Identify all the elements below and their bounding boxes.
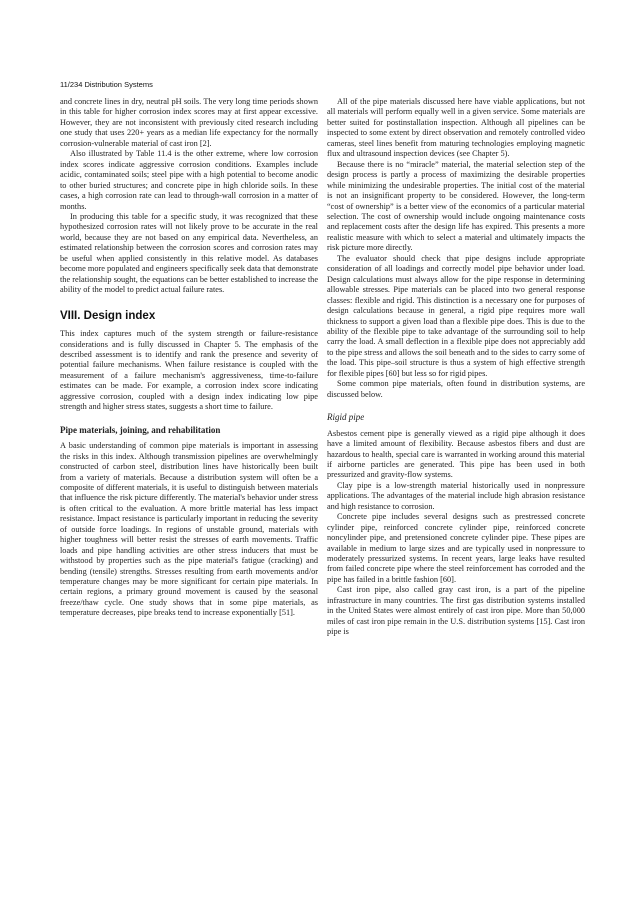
paragraph: The evaluator should check that pipe designs include appropriate consideration of all loadings and correctly model pipe behavior under load. Design calculations must always allow for the pipe response in determining allowable stresses. Pipe materials can be placed into two general response classes: flexible and rigid. This distinction is a necessary one for purposes of design calculations because in general, a rigid pipe requires more wall thickness to support a given load than a flexible pipe does. This is due to the ability of the flexible pipe to take advantage of the surrounding soil to help carry the load. A small deflection in a flexible pipe does not appreciably add to the pipe stress and allows the soil beneath and to the sides to carry some of the load. This pipe–soil structure is thus a system of high effective strength for flexible pipes [60] but less so for rigid pipes. [327, 253, 585, 378]
paragraph: This index captures much of the system strength or failure-resistance considerations and is fully discussed in Chapter 5. The emphasis of the described assessment is to identify and rank the presence and severity of potential failure mechanisms. When failure resistance is coupled with the measurement of a failure mechanism's aggressiveness, time-to-failure estimates can be made. For example, a corrosion index score indicating aggressive corrosion, coupled with a design index indicating low pipe strength and higher stress states, suggests a short time to failure. [60, 329, 318, 412]
paragraph: Because there is no “miracle” material, the material selection step of the design process is partly a process of maximizing the desirable properties while minimizing the undesirable properties. The initial cost of the material is not an insignificant property to be considered. However, the long-term “cost of ownership” is a better view of the economics of a particular material selection. The cost of ownership would include ongoing maintenance costs and replacement costs after the design life has expired. This presents a more realistic measure with which to select a material and ultimately impacts the risk picture more directly. [327, 159, 585, 253]
paragraph: Asbestos cement pipe is generally viewed as a rigid pipe although it does have a limited amount of flexibility. Because asbestos fibers and dust are hazardous to health, special care is warranted in working around this material if airborne particles are generated. This pipe has been used in both pressurized and gravity-flow systems. [327, 428, 585, 480]
paragraph: and concrete lines in dry, neutral pH soils. The very long time periods shown in this table for higher corrosion index scores may at first appear excessive. However, they are not inconsistent with previously cited research including one study that uses 220+ years as a median life expectancy for the normally corrosion-vulnerable material of cast iron [2]. [60, 97, 318, 148]
subsection-heading: Pipe materials, joining, and rehabilitation [60, 424, 221, 435]
paragraph: All of the pipe materials discussed here have viable applications, but not all materials will perform equally well in a given service. Some materials are better suited for postinstallation inspection. Although all pipelines can be inspected to some extent by direct observation and remotely controlled video cameras, steel lines benefit from maturing technologies employing magnetic flux and ultrasound inspection devices (see Chapter 5). [327, 97, 585, 159]
right-column [327, 97, 585, 638]
paragraph: Also illustrated by Table 11.4 is the other extreme, where low corrosion index scores indicate aggressive corrosion conditions. Examples include acidic, contaminated soils; steel pipe with a high potential to become anodic to other buried structures; and concrete pipe in high chloride soils. In these cases, a high corrosion rate can lead to through-wall corrosion in a matter of months. [60, 149, 318, 211]
subsection-heading: Rigid pipe [327, 412, 365, 423]
paragraph: Clay pipe is a low-strength material historically used in nonpressure applications. The advantages of the material include high abrasion resistance and high resistance to corrosion. [327, 480, 585, 511]
paragraph: Cast iron pipe, also called gray cast iron, is a part of the pipeline infrastructure in many countries. The first gas distribution systems installed in the United States were almost entirely of cast iron pipe. More than 50,000 miles of cast iron pipe remain in the U.S. distribution systems [15]. Cast iron pipe is [327, 585, 585, 637]
left-column [60, 97, 318, 619]
paragraph: In producing this table for a specific study, it was recognized that these hypothesized corrosion rates will not likely prove to be accurate in the real world, because they are not based on any empirical data. Nevertheless, an estimated relationship between the corrosion scores and corrosion rates may be useful when applied consistently in this relative model. As databases become more populated and engineers specifically seek data that demonstrate the relationship sought, the equations can be better established to increase the ability of the model to predict actual failure rates. [60, 211, 318, 295]
paragraph: Some common pipe materials, often found in distribution systems, are discussed below. [327, 379, 585, 399]
paragraph: A basic understanding of common pipe materials is important in assessing the risks in this index. Although transmission pipelines are overwhelmingly constructed of carbon steel, distribution lines have historically been built from a variety of materials. Because a distribution system will often be a composite of different materials, it is useful to distinguish between materials that influence the risk picture differently. The material's behavior under stress is often critical to the evaluation. A more brittle material has less impact resistance. Impact resistance is particularly important in reducing the severity of outside force loadings. In regions of unstable ground, materials with higher toughness will better resist the stresses of earth movements. Traffic loads and pipe handling activities are other stress inducers that must be withstood by properties such as the pipe material's fatigue (cracking) and bending (tensile) strengths. Stresses resulting from earth movements and/or temperature changes may be more significant for certain pipe materials. In certain regions, a primary ground movement is caused by the seasonal freeze/thaw cycle. One study shows that in some pipe materials, as temperature decreases, pipe breaks tend to increase exponentially [51]. [60, 441, 318, 618]
paragraph: Concrete pipe includes several designs such as prestressed concrete cylinder pipe, reinforced concrete cylinder pipe, reinforced concrete noncylinder pipe, and pretensioned concrete cylinder pipe. These pipes are available in medium to large sizes and are typically used in nonpressure to moderately pressurized systems. In recent years, large leaks have resulted from failed concrete pipe where the steel reinforcement has corroded and the pipe has failed in a brittle fashion [60]. [327, 512, 585, 584]
running-head: 11/234 Distribution Systems [60, 80, 153, 89]
section-heading: VIII. Design index [60, 309, 156, 322]
